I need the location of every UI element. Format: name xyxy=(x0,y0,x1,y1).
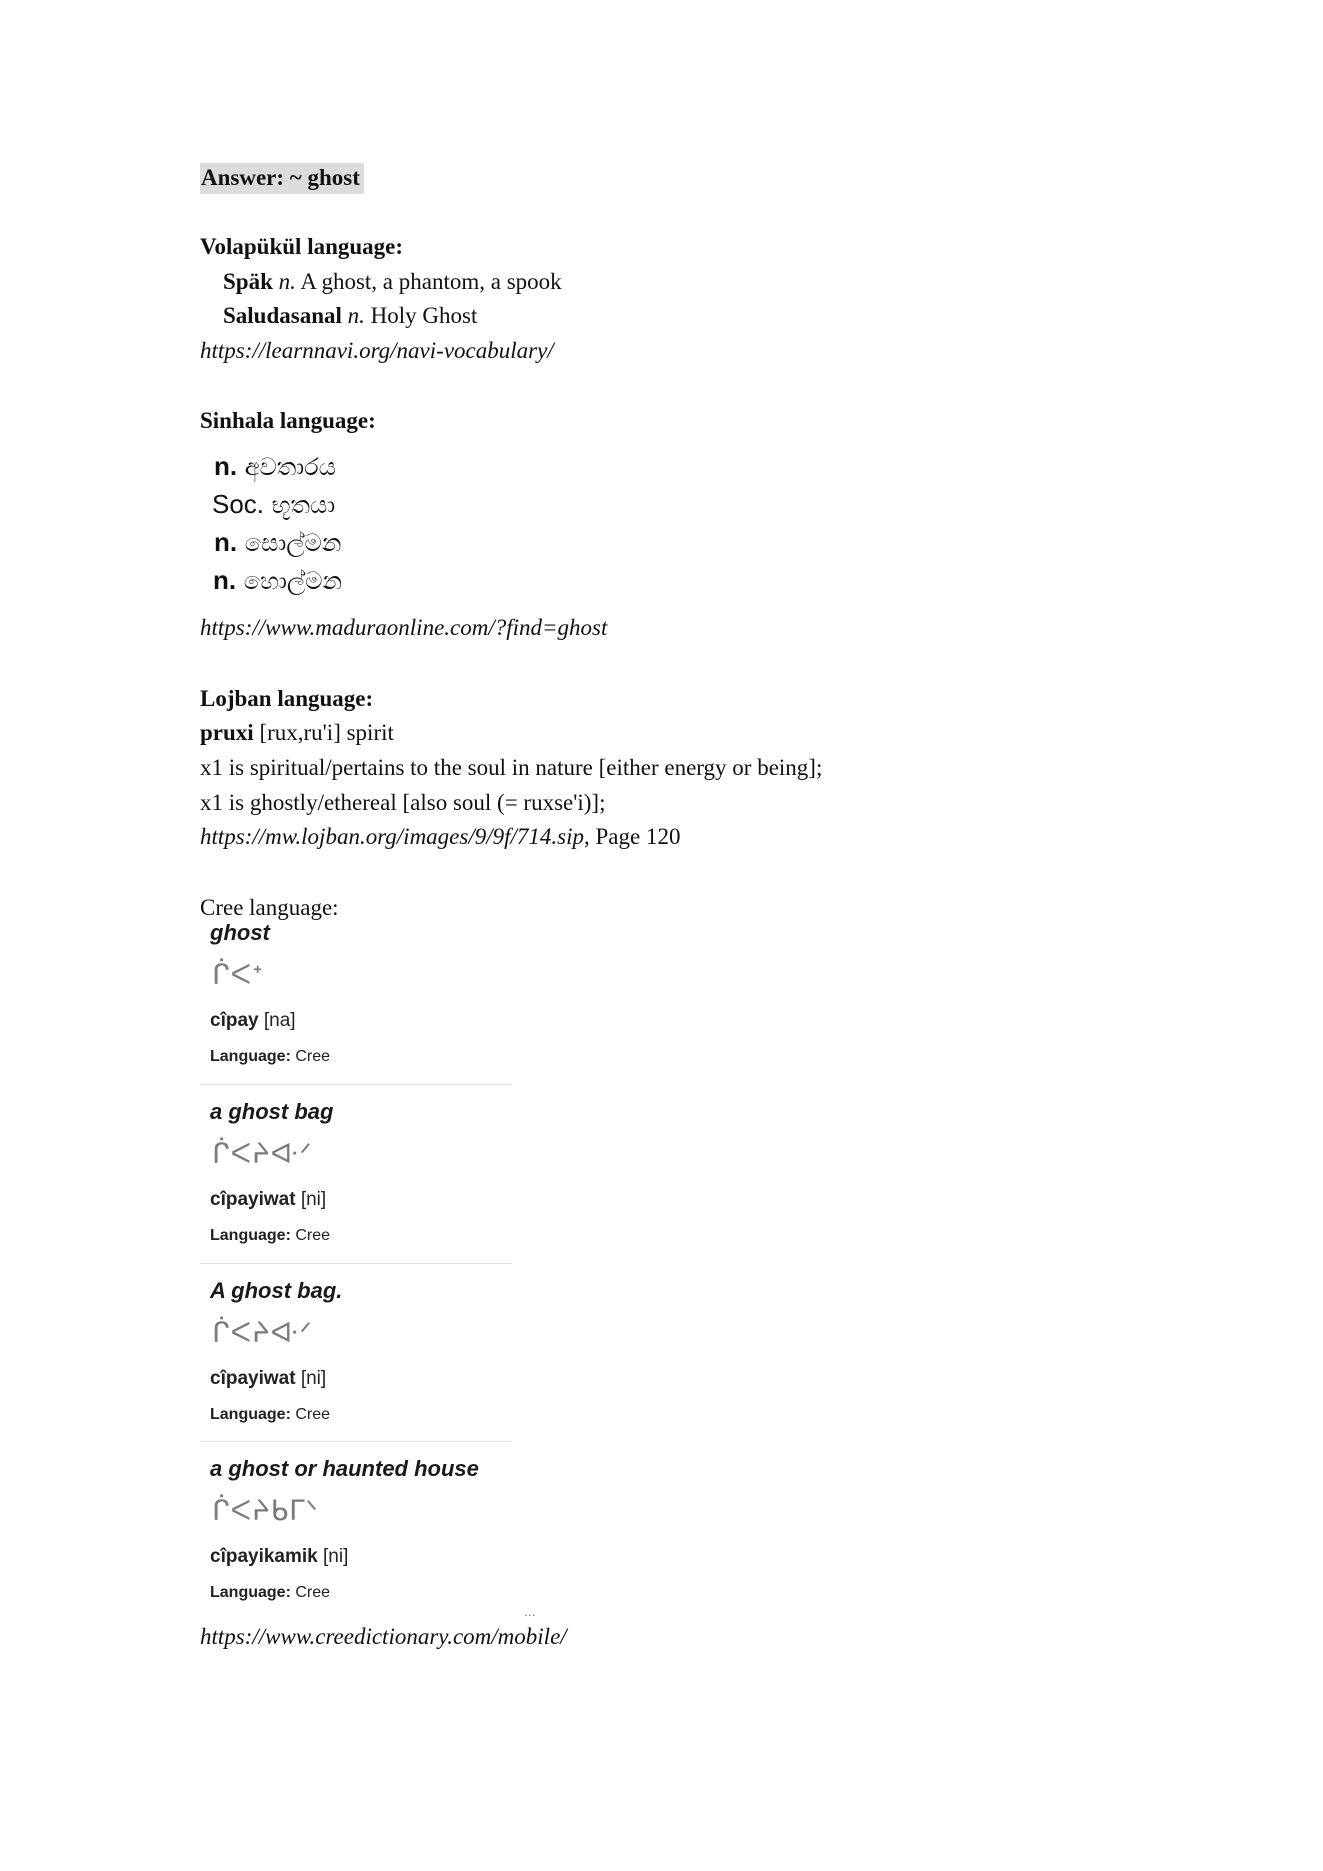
volapuk-entry xyxy=(223,302,477,330)
cree-entry-title[interactable]: ghost xyxy=(210,920,270,945)
volapuk-heading: Volapükül language: xyxy=(200,234,404,259)
language-value: Cree xyxy=(290,1584,331,1601)
cree-syllabics: ᒌᐸᔨᑲᒥᐠ xyxy=(212,1494,319,1527)
cree-entry-title[interactable]: a ghost or haunted house xyxy=(210,1456,479,1481)
language-label: Language: xyxy=(210,1048,291,1065)
language-label: Language: xyxy=(210,1227,291,1244)
entry-pos: n. xyxy=(278,269,296,294)
cree-language xyxy=(210,1406,330,1424)
sinhala-source-link[interactable]: https://www.maduraonline.com/?find=ghost xyxy=(200,615,608,640)
entry-word: භූතයා xyxy=(271,491,336,519)
entry-label: n. xyxy=(213,565,237,595)
entry-divider xyxy=(200,1441,512,1442)
cree-entry-title[interactable]: a ghost bag xyxy=(210,1099,334,1124)
answer-heading: Answer: ~ ghost xyxy=(200,163,364,194)
entry-rafsi: [rux,ru'i] spirit xyxy=(253,720,394,745)
cree-language xyxy=(210,1227,330,1245)
entry-label: n. xyxy=(214,527,238,557)
entry-label: Soc. xyxy=(212,489,265,519)
entry-word: pruxi xyxy=(200,720,254,745)
lojban-entry xyxy=(200,719,394,747)
cree-syllabics: ᒌᐸᔨᐘᐟ xyxy=(212,1137,313,1170)
language-label: Language: xyxy=(210,1584,291,1601)
lojban-source-page: , Page 120 xyxy=(584,824,681,849)
language-label: Language: xyxy=(210,1406,291,1423)
sinhala-entry xyxy=(212,489,335,520)
cree-word xyxy=(210,1189,326,1211)
cree-heading: Cree language: xyxy=(200,895,339,920)
language-value: Cree xyxy=(290,1048,331,1065)
entry-divider xyxy=(200,1263,512,1264)
lojban-heading: Lojban language: xyxy=(200,686,374,711)
entry-class: [ni] xyxy=(295,1368,327,1389)
cree-syllabics: ᒌᐸᔨᐘᐟ xyxy=(212,1316,313,1349)
volapuk-source-link[interactable]: https://learnnavi.org/navi-vocabulary/ xyxy=(200,338,554,363)
lojban-source xyxy=(200,823,680,851)
sinhala-entry xyxy=(214,451,336,482)
sinhala-entry xyxy=(214,527,341,558)
entry-word: cîpayiwat xyxy=(210,1368,296,1389)
cree-source-link[interactable]: https://www.creedictionary.com/mobile/ xyxy=(200,1624,567,1649)
entry-label: n. xyxy=(214,451,238,481)
language-value: Cree xyxy=(290,1227,331,1244)
cree-word xyxy=(210,1546,348,1568)
sinhala-heading: Sinhala language: xyxy=(200,408,376,433)
entry-word: cîpayiwat xyxy=(210,1189,296,1210)
more-ellipsis: ... xyxy=(524,1603,536,1619)
volapuk-entry xyxy=(223,268,562,296)
entry-word: අවතාරය xyxy=(244,453,336,481)
language-value: Cree xyxy=(290,1406,331,1423)
entry-word: Saludasanal xyxy=(223,303,342,328)
cree-language xyxy=(210,1048,330,1066)
entry-definition: Holy Ghost xyxy=(364,303,478,328)
entry-word: හොල්මන xyxy=(243,567,342,595)
entry-class: [ni] xyxy=(295,1189,327,1210)
cree-word xyxy=(210,1368,326,1390)
entry-pos: n. xyxy=(347,303,365,328)
entry-word: Späk xyxy=(223,269,273,294)
lojban-source-link[interactable]: https://mw.lojban.org/images/9/9f/714.sip xyxy=(200,824,584,849)
sinhala-entry xyxy=(213,565,342,596)
cree-entry-title[interactable]: A ghost bag. xyxy=(210,1278,343,1303)
lojban-definition-line: x1 is spiritual/pertains to the soul in nature [either energy or being]; xyxy=(200,755,823,780)
cree-word xyxy=(210,1010,296,1032)
entry-definition: A ghost, a phantom, a spook xyxy=(295,269,562,294)
entry-class: [ni] xyxy=(317,1546,349,1567)
entry-word: cîpay xyxy=(210,1010,259,1031)
entry-class: [na] xyxy=(258,1010,296,1031)
lojban-definition-line: x1 is ghostly/ethereal [also soul (= ruxse'i)]; xyxy=(200,790,606,815)
cree-syllabics: ᒌᐸᕀ xyxy=(212,958,264,991)
entry-divider xyxy=(200,1084,512,1085)
entry-word: cîpayikamik xyxy=(210,1546,318,1567)
cree-language xyxy=(210,1584,330,1602)
entry-word: සොල්මන xyxy=(244,529,342,557)
